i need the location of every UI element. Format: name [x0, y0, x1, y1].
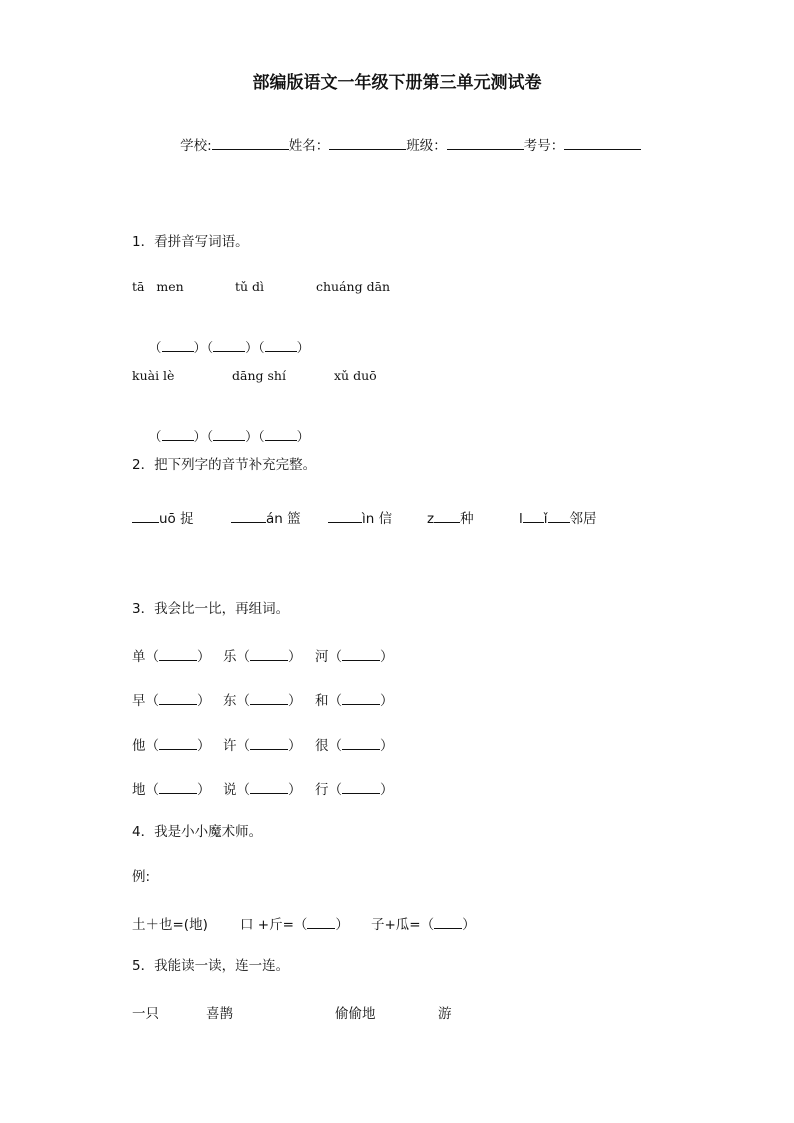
q3-character: 许	[223, 738, 237, 754]
q2-item-2: án 篮	[231, 507, 301, 527]
q3-answer-blank[interactable]	[342, 692, 380, 705]
q3-item: 很（ ）	[315, 738, 394, 754]
q4-item-2: 子+瓜=（ ）	[371, 917, 476, 933]
q3-character: 河	[315, 649, 329, 665]
q3-answer-blank[interactable]	[342, 781, 380, 794]
q3-answer-blank[interactable]	[342, 648, 380, 661]
q2-item-4: z 种	[427, 511, 474, 527]
q5-heading: 5．我能读一读，连一连。	[132, 958, 290, 974]
q2-blank[interactable]	[548, 510, 570, 523]
q3-answer-blank[interactable]	[342, 737, 380, 750]
q3-item: 河（ ）	[315, 649, 394, 665]
q3-item: 说（ ）	[223, 782, 302, 798]
page-title: 部编版语文一年级下册第三单元测试卷	[252, 73, 542, 93]
q1-answer-blank[interactable]	[265, 428, 297, 441]
q1-answer-blank[interactable]	[213, 428, 245, 441]
q2-blank[interactable]	[132, 510, 159, 523]
q3-character: 东	[223, 693, 237, 709]
q3-answer-blank[interactable]	[250, 692, 288, 705]
q5-word-3[interactable]: 偷偷地	[335, 1006, 376, 1022]
q3-answer-blank[interactable]	[250, 781, 288, 794]
q4-answer-blank[interactable]	[307, 916, 335, 929]
q1-answer-row-2: （ ）（ ）（ ）	[148, 430, 310, 445]
q3-answer-blank[interactable]	[159, 737, 197, 750]
q5-word-1[interactable]: 一只	[132, 1006, 159, 1022]
q1-answer-blank[interactable]	[213, 339, 245, 352]
q3-item: 早（ ）	[132, 693, 211, 709]
q1-answer-blank[interactable]	[265, 339, 297, 352]
q4-answer-blank[interactable]	[434, 916, 462, 929]
q3-item: 乐（ ）	[223, 649, 302, 665]
q3-character: 早	[132, 693, 146, 709]
q3-item: 地（ ）	[132, 782, 211, 798]
q3-character: 很	[315, 738, 329, 754]
q2-blank[interactable]	[523, 510, 544, 523]
number-blank[interactable]	[564, 135, 641, 150]
q3-character: 单	[132, 649, 146, 665]
q2-heading: 2．把下列字的音节补充完整。	[132, 457, 317, 473]
q3-heading: 3．我会比一比，再组词。	[132, 601, 290, 617]
q4-heading: 4．我是小小魔术师。	[132, 824, 263, 840]
q3-answer-blank[interactable]	[159, 648, 197, 661]
q2-item-5: l ǐ 邻居	[519, 511, 597, 527]
q3-item: 许（ ）	[223, 738, 302, 754]
q4-item-1: 口 +斤=（ ）	[240, 917, 349, 933]
q3-item: 东（ ）	[223, 693, 302, 709]
q2-blank[interactable]	[231, 510, 266, 523]
q3-answer-blank[interactable]	[159, 781, 197, 794]
name-label: 姓名：	[288, 138, 330, 154]
q1-pinyin-3: chuáng dān	[316, 279, 391, 294]
q1-pinyin-1: tā men	[132, 279, 184, 294]
q1-pinyin-6: xǔ duō	[334, 368, 377, 383]
q4-example-label: 例:	[132, 869, 151, 885]
name-blank[interactable]	[329, 135, 406, 150]
q1-pinyin-5: dāng shí	[232, 368, 286, 383]
q4-example: 土＋也=(地)	[132, 917, 208, 933]
q3-answer-blank[interactable]	[159, 692, 197, 705]
student-info-line	[163, 118, 641, 170]
q5-word-2[interactable]: 喜鹊	[206, 1006, 233, 1022]
q3-item: 和（ ）	[315, 693, 394, 709]
q2-item-3: ìn 信	[328, 507, 392, 527]
q3-character: 他	[132, 738, 146, 754]
q3-item: 行（ ）	[315, 782, 394, 798]
q3-character: 和	[315, 693, 329, 709]
q1-pinyin-2: tǔ dì	[235, 279, 265, 294]
number-label: 考号：	[523, 138, 565, 154]
q1-heading: 1．看拼音写词语。	[132, 234, 249, 250]
q3-character: 说	[223, 782, 237, 798]
q3-character: 乐	[223, 649, 237, 665]
q3-answer-blank[interactable]	[250, 648, 288, 661]
q1-answer-row-1: （ ）（ ）（ ）	[148, 341, 310, 356]
q5-word-4[interactable]: 游	[438, 1006, 452, 1022]
q1-pinyin-4: kuài lè	[132, 368, 175, 383]
q2-item-1: uō 捉	[132, 507, 194, 527]
q1-answer-blank[interactable]	[162, 339, 194, 352]
q2-blank[interactable]	[434, 510, 460, 523]
school-label: 学校:	[180, 138, 212, 154]
q3-answer-blank[interactable]	[250, 737, 288, 750]
class-label: 班级：	[406, 138, 447, 154]
class-blank[interactable]	[447, 135, 524, 150]
q3-character: 行	[315, 782, 329, 798]
q3-item: 单（ ）	[132, 649, 211, 665]
q2-blank[interactable]	[328, 510, 362, 523]
q3-item: 他（ ）	[132, 738, 211, 754]
school-blank[interactable]	[212, 135, 289, 150]
q3-character: 地	[132, 782, 146, 798]
q1-answer-blank[interactable]	[162, 428, 194, 441]
